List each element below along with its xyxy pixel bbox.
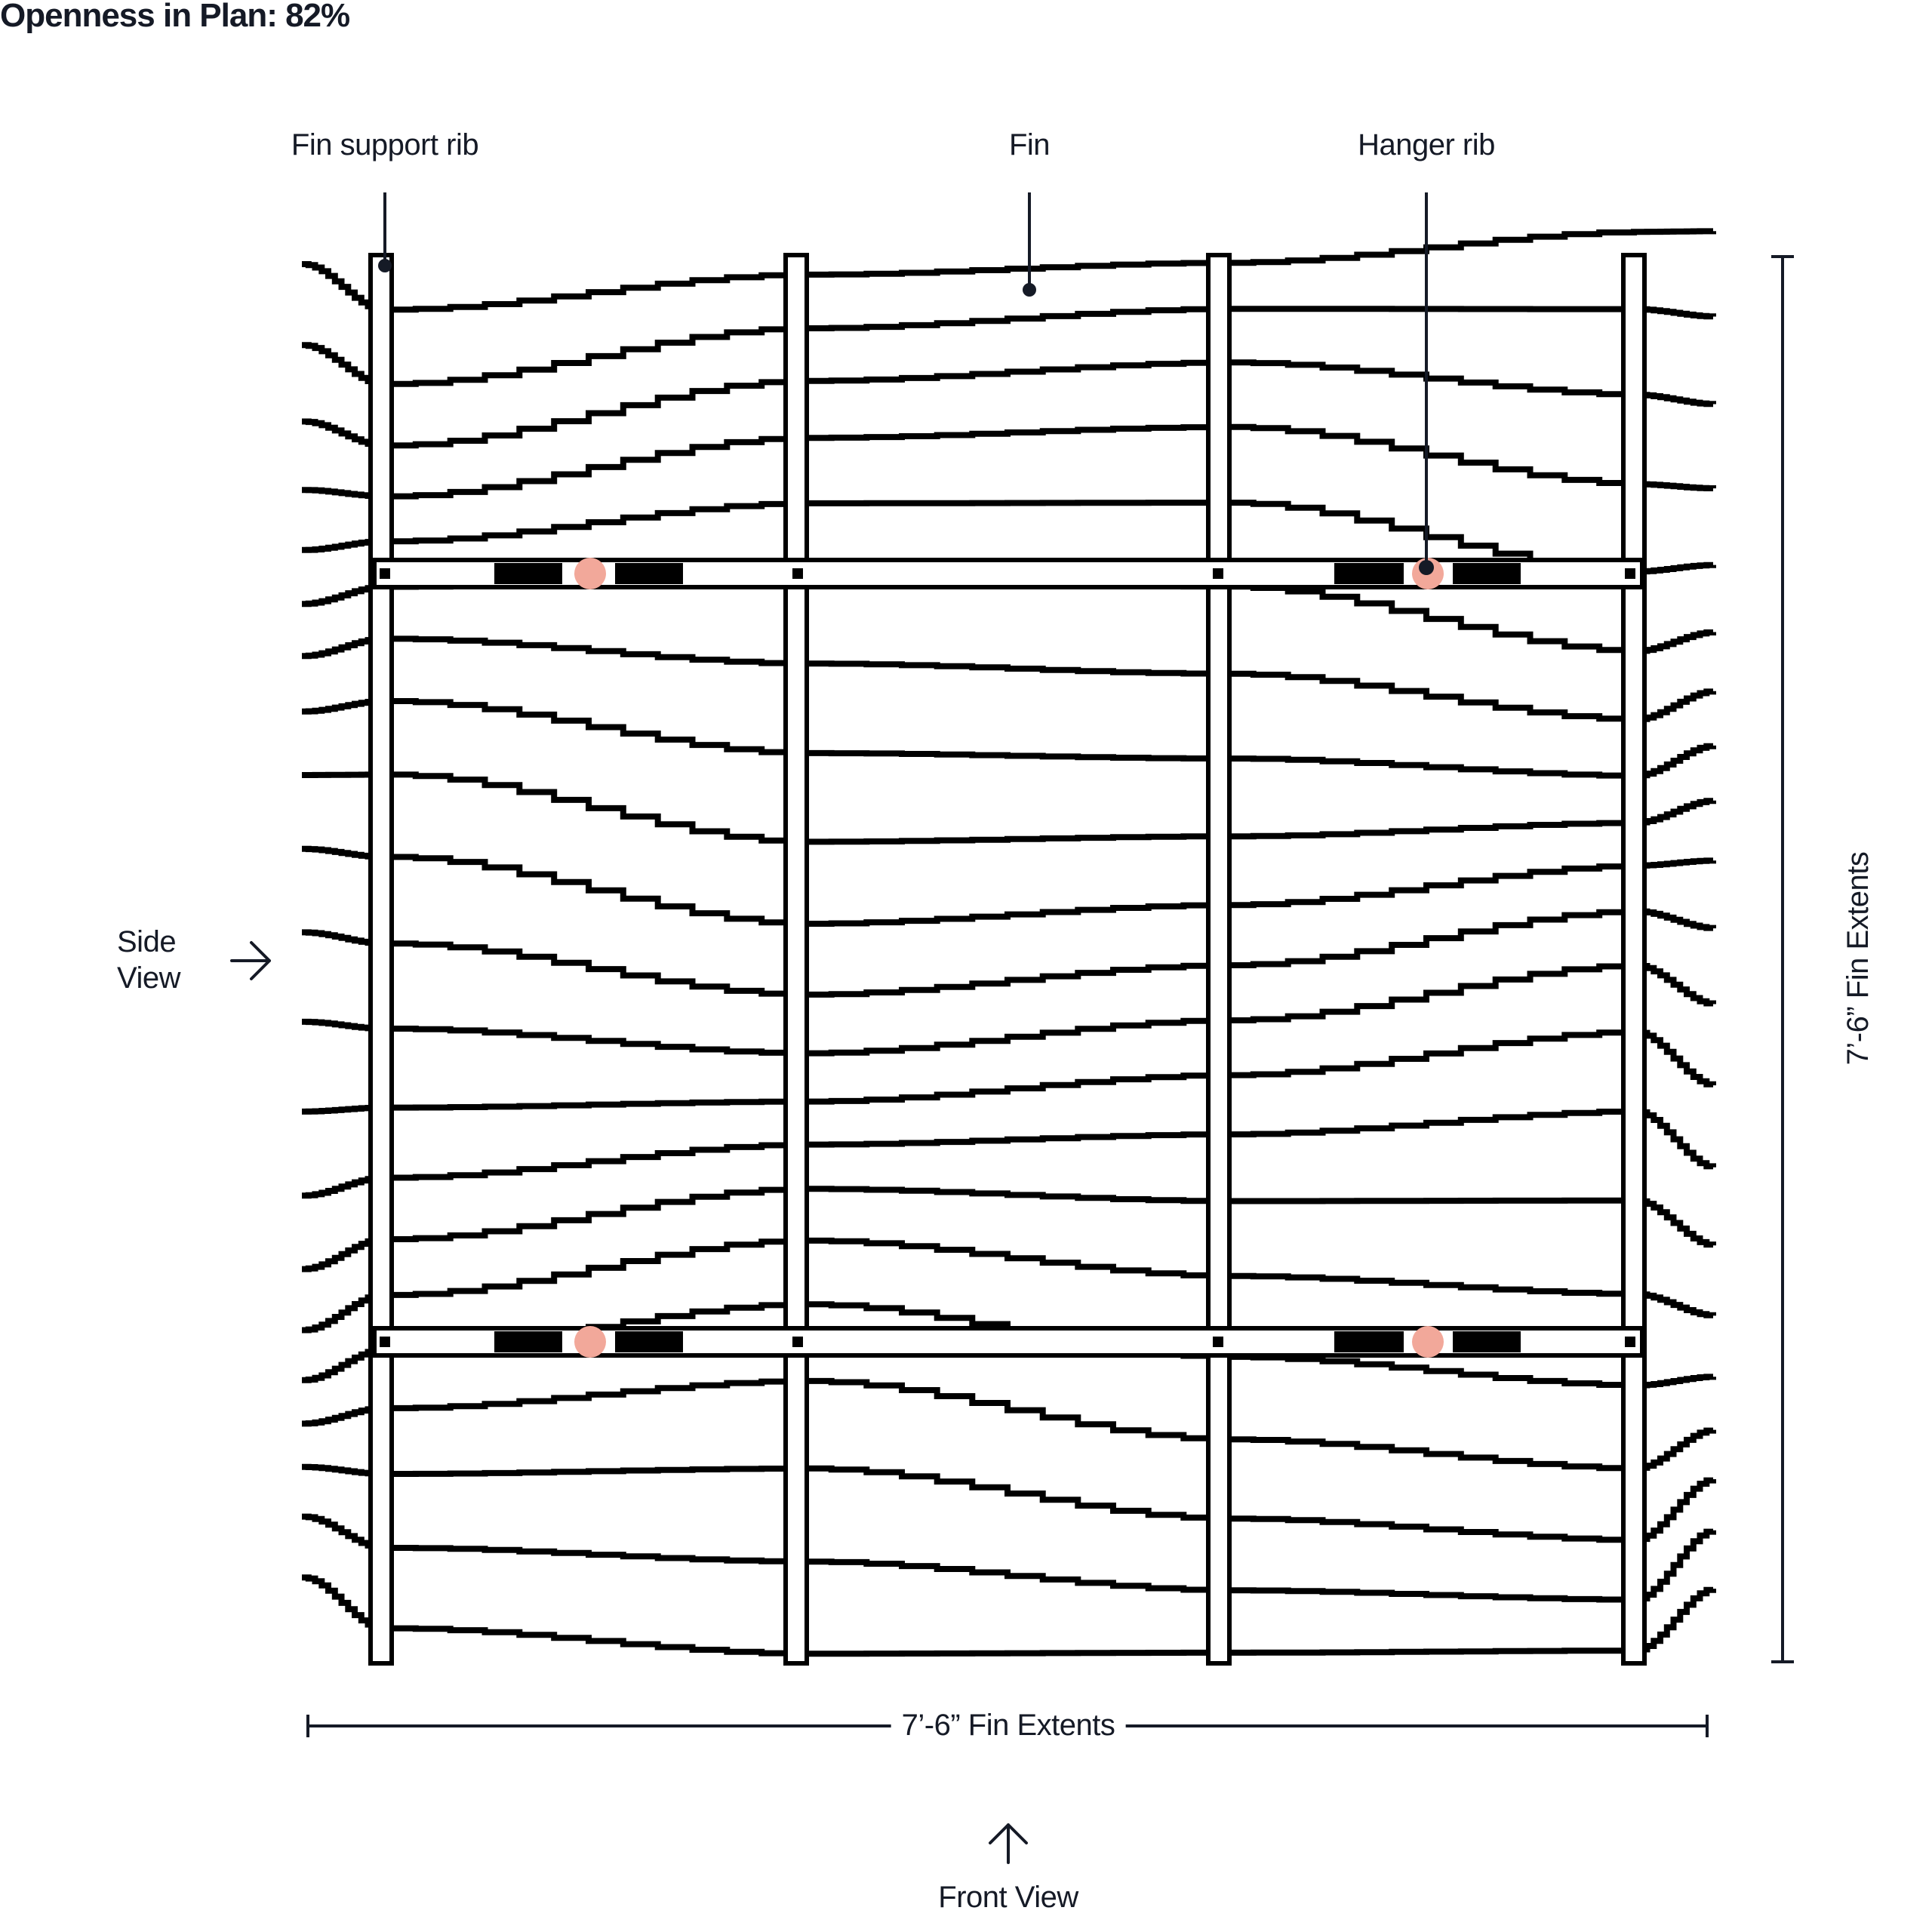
fin-support-rib-label: Fin support rib <box>291 128 479 162</box>
rib-joint-marker <box>1213 568 1223 579</box>
rib-joint-marker <box>792 1337 803 1347</box>
rib-joint-marker <box>1213 1337 1223 1347</box>
hanger-rib-clamp <box>615 1331 683 1352</box>
fin-support-rib <box>786 255 807 1663</box>
fin-line <box>302 1467 1713 1540</box>
rib-joint-marker <box>1625 568 1635 579</box>
fin-support-rib <box>1208 255 1229 1663</box>
hanger-rib-clamp <box>1453 1331 1521 1352</box>
hanger-rib-clamp <box>615 563 683 584</box>
rib-joint-marker <box>1625 1337 1635 1347</box>
vertical-extent-text: 7’-6” Fin Extents <box>1841 841 1875 1076</box>
side-view-label-line1: Side <box>117 925 177 958</box>
rib-joint-marker <box>792 568 803 579</box>
hanger-rib-clamp <box>1334 1331 1404 1352</box>
fin-line <box>302 1381 1713 1469</box>
fin-group <box>302 231 1713 1654</box>
fin-line <box>302 849 1713 924</box>
side-view-label-line2: View <box>117 961 180 995</box>
fin-support-rib <box>371 255 392 1663</box>
fin-support-rib-leader-dot <box>378 259 392 272</box>
arrow-up-icon <box>990 1825 1026 1863</box>
fin-line <box>302 231 1713 309</box>
fin-line <box>302 1577 1713 1654</box>
hanger-point <box>574 558 606 589</box>
fin-leader-dot <box>1023 283 1036 297</box>
hanger-rib-clamp <box>1334 563 1404 584</box>
fin-line <box>302 701 1713 776</box>
hanger-rib-clamp <box>494 563 562 584</box>
hanger-point <box>1412 1326 1444 1358</box>
horizontal-extent-label: 7’-6” Fin Extents <box>891 1707 1126 1743</box>
openness-title: Openness in Plan: 82% <box>0 0 350 34</box>
rib-joint-marker <box>380 1337 390 1347</box>
vertical-extent-label <box>1840 777 1876 1140</box>
hanger-rib-leader-dot <box>1419 560 1434 575</box>
fin-label: Fin <box>1008 128 1051 162</box>
fin-support-rib <box>1623 255 1644 1663</box>
hanger-rib <box>374 560 1642 587</box>
hanger-point <box>574 1326 606 1358</box>
arrow-right-icon <box>232 943 269 979</box>
rib-joint-marker <box>380 568 390 579</box>
fin-line <box>302 1517 1713 1600</box>
fin-line <box>302 1241 1713 1331</box>
hanger-rib-label: Hanger rib <box>1358 128 1495 162</box>
hanger-rib <box>374 1328 1642 1355</box>
hanger-rib-clamp <box>494 1331 562 1352</box>
front-view-label: Front View <box>938 1881 1078 1914</box>
hanger-rib-clamp <box>1453 563 1521 584</box>
fin-line <box>302 1111 1713 1195</box>
fin-line <box>302 774 1713 841</box>
